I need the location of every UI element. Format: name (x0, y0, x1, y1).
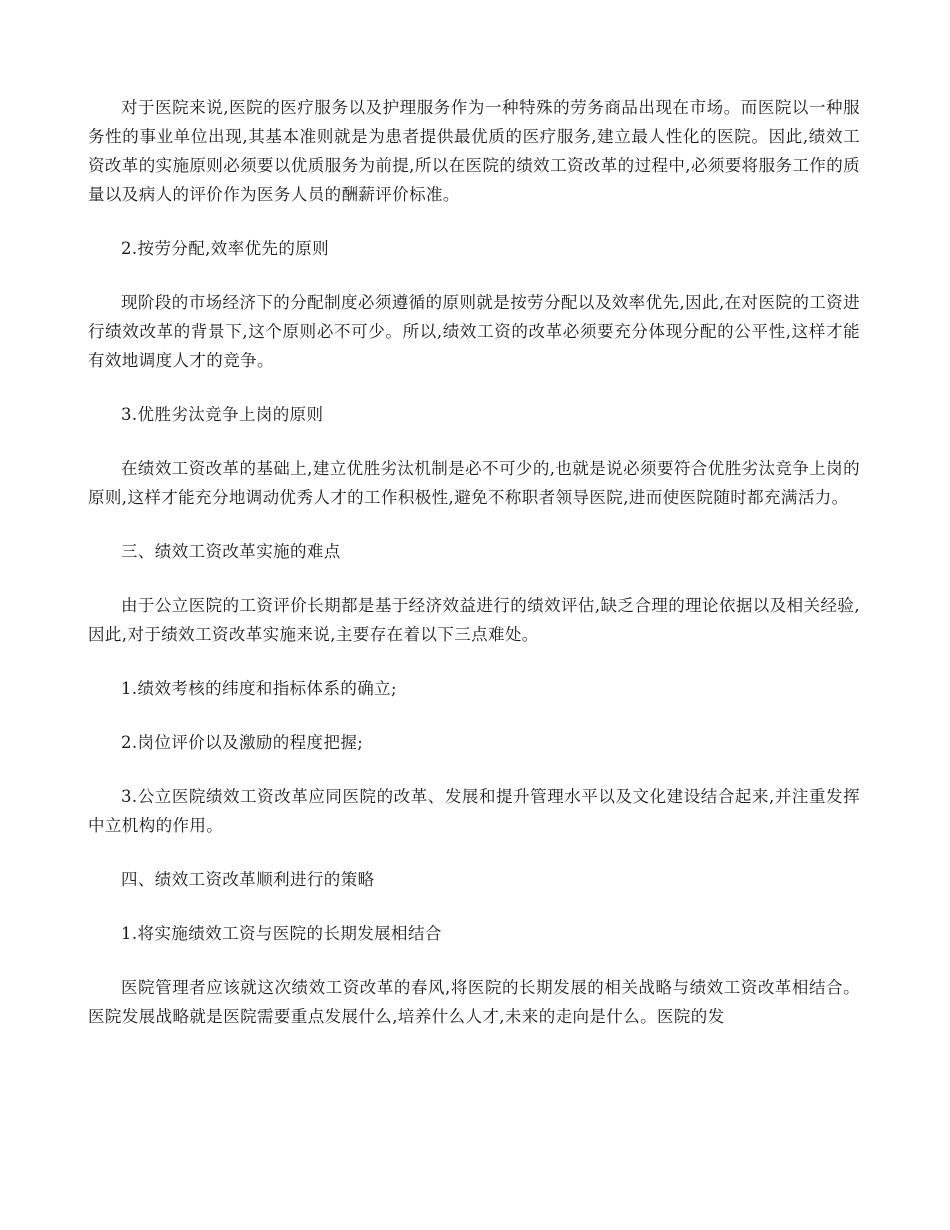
section-heading-strategies: 四、绩效工资改革顺利进行的策略 (121, 870, 375, 889)
heading-competition-principle: 3.优胜劣汰竞争上岗的原则 (121, 405, 324, 424)
paragraph-distribution-principle: 现阶段的市场经济下的分配制度必须遵循的原则就是按劳分配以及效率优先,因此,在对医院的工资进行绩效改革的背景下,这个原则必不可少。所以,绩效工资的改革必须要充分体现分配的公平性,这样才能有效地调度人才的竞争。 (88, 293, 860, 370)
list-item-difficulty-2: 2.岗位评价以及激励的程度把握; (121, 733, 364, 752)
paragraph-difficulties-intro: 由于公立医院的工资评价长期都是基于经济效益进行的绩效评估,缺乏合理的理论依据以及相关经验,因此,对于绩效工资改革实施来说,主要存在着以下三点难处。 (88, 596, 860, 644)
heading-distribution-principle: 2.按劳分配,效率优先的原则 (121, 239, 330, 258)
heading-strategy-1: 1.将实施绩效工资与医院的长期发展相结合 (121, 924, 442, 943)
list-item-difficulty-1: 1.绩效考核的纬度和指标体系的确立; (121, 679, 398, 698)
paragraph-strategy-1: 医院管理者应该就这次绩效工资改革的春风,将医院的长期发展的相关战略与绩效工资改革相结合。医院发展战略就是医院需要重点发展什么,培养什么人才,未来的走向是什么。医院的发 (88, 978, 860, 1026)
list-item-difficulty-3: 3.公立医院绩效工资改革应同医院的改革、发展和提升管理水平以及文化建设结合起来,并注重发挥中立机构的作用。 (88, 787, 860, 835)
section-heading-difficulties: 三、绩效工资改革实施的难点 (121, 542, 341, 561)
document-page (88, 93, 860, 1031)
paragraph-service-principle: 对于医院来说,医院的医疗服务以及护理服务作为一种特殊的劳务商品出现在市场。而医院以一种服务性的事业单位出现,其基本准则就是为患者提供最优质的医疗服务,建立最人性化的医院。因此,绩效工资改革的实施原则必须要以优质服务为前提,所以在医院的绩效工资改革的过程中,必须要将服务工作的质量以及病人的评价作为医务人员的酬薪评价标准。 (88, 98, 860, 204)
paragraph-competition-principle: 在绩效工资改革的基础上,建立优胜劣汰机制是必不可少的,也就是说必须要符合优胜劣汰竞争上岗的原则,这样才能充分地调动优秀人才的工作积极性,避免不称职者领导医院,进而使医院随时都充满活力。 (88, 459, 860, 507)
